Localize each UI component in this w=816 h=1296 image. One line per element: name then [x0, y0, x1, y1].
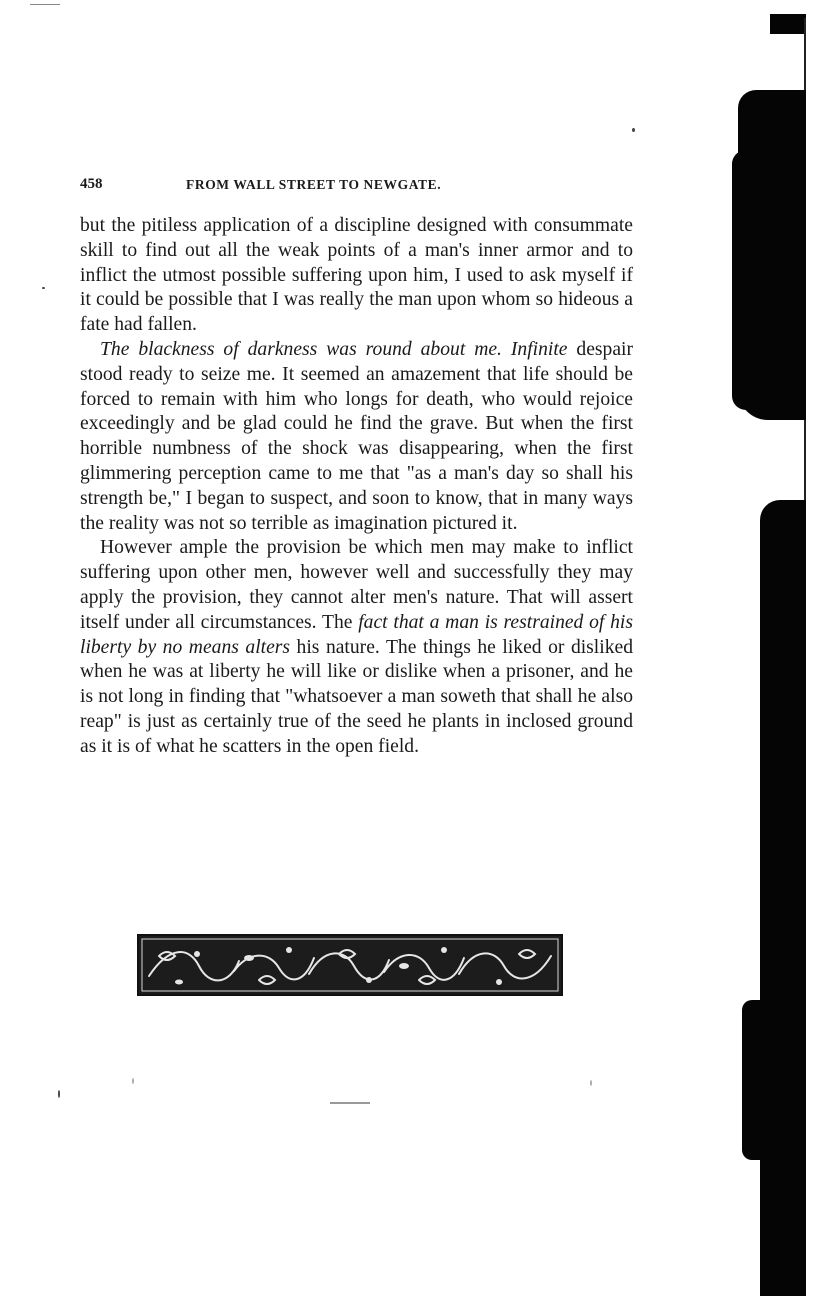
scan-edge	[732, 150, 762, 410]
scan-edge	[742, 1000, 772, 1160]
floral-ornament	[137, 934, 563, 996]
scan-speck	[58, 1090, 60, 1098]
page-header	[80, 176, 640, 196]
scan-speck	[132, 1078, 134, 1084]
paragraph-2-rest: despair stood ready to seize me. It seemed an amazement that life should be forced to remain with him who longs for death, who would rejoice exceedingly and be glad could he find the grave. But when the first horrible numbness of the shock was disappearing, when the first glimmering perception came to me that "as a man's day so shall his strength be," I began to suspect, and soon to know, that in many ways the reality was not so terrible as imagination pictured it.	[80, 338, 633, 534]
scan-mark	[30, 4, 60, 5]
scan-speck	[330, 1102, 370, 1104]
scan-speck	[590, 1080, 592, 1086]
paragraph-1: but the pitiless application of a discipline designed with consummate skill to find out all the weak points of a man's inner armor and to inflict the utmost possible suffering upon him, I used to ask myself if it could be possible that I was really the man upon whom so hideous a fate had fallen.	[80, 215, 633, 336]
paragraph-2-italic: The blackness of darkness was round about me. Infinite	[100, 338, 568, 360]
running-title: FROM WALL STREET TO NEWGATE.	[186, 177, 442, 192]
paragraph-3-italic: fact that a man is restrained of his liberty by no means alters	[80, 611, 634, 658]
paragraph-2	[80, 338, 633, 536]
body-text	[80, 214, 633, 760]
scan-edge	[760, 500, 806, 1296]
scan-edge	[770, 14, 806, 34]
floral-ornament-icon	[139, 936, 561, 994]
paragraph-3-end: his nature. The things he liked or disliked when he was at liberty he will like or dislike when a prisoner, and he is not long in finding that "whatsoever a man soweth that shall he also reap" is just as certainly true of the seed he plants in inclosed ground as it is of what he scatters in the open field.	[80, 636, 633, 757]
scan-speck	[632, 128, 635, 132]
scan-speck	[42, 287, 45, 289]
page-number: 458	[80, 176, 103, 192]
paragraph-3-start: However ample the provision be which men may make to inflict suffering upon other men, however well and successfully they may apply the provision, they cannot alter men's nature. That will assert itself under all circumstances. The	[80, 537, 633, 633]
paragraph-3	[80, 536, 633, 759]
